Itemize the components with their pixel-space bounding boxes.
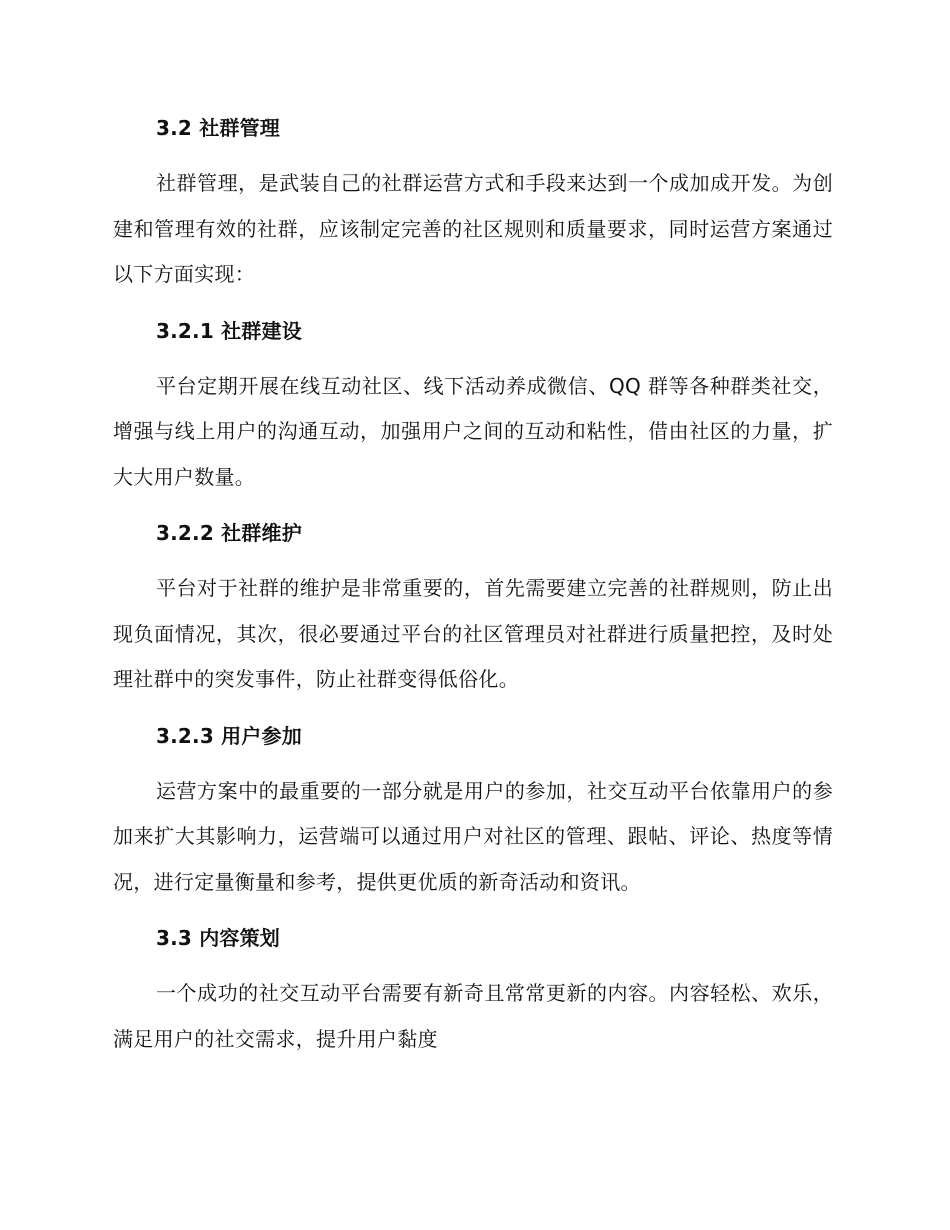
section-paragraph-3-2-1: 平台定期开展在线互动社区、线下活动养成微信、QQ 群等各种群类社交，增强与线上用户的沟通互动，加强用户之间的互动和粘性，借由社区的力量，扩大大用户数量。	[113, 373, 833, 489]
section-heading-3-2-1: 3.2.1 社群建设	[156, 318, 302, 343]
section-heading-3-3: 3.3 内容策划	[156, 926, 280, 950]
section-paragraph-3-2-2: 平台对于社群的维护是非常重要的，首先需要建立完善的社群规则，防止出现负面情况，其次，很必要通过平台的社区管理员对社群进行质量把控，及时处理社群中的突发事件，防止社群变得低俗化。	[113, 576, 833, 691]
section-paragraph-3-3: 一个成功的社交互动平台需要有新奇且常常更新的内容。内容轻松、欢乐，满足用户的社交需求，提升用户黏度	[113, 981, 833, 1051]
section-paragraph-3-2-3: 运营方案中的最重要的一部分就是用户的参加，社交互动平台依靠用户的参加来扩大其影响力，运营端可以通过用户对社区的管理、跟帖、评论、热度等情况，进行定量衡量和参考，提供更优质的新奇活动和资讯。	[113, 778, 833, 894]
section-paragraph-3-2: 社群管理，是武装自己的社群运营方式和手段来达到一个成加成开发。为创建和管理有效的社群，应该制定完善的社区规则和质量要求，同时运营方案通过以下方面实现：	[113, 171, 833, 286]
section-heading-3-2-2: 3.2.2 社群维护	[156, 521, 302, 545]
section-heading-3-2: 3.2 社群管理	[156, 116, 280, 140]
section-heading-3-2-3: 3.2.3 用户参加	[156, 723, 302, 748]
document-body	[113, 112, 833, 1079]
